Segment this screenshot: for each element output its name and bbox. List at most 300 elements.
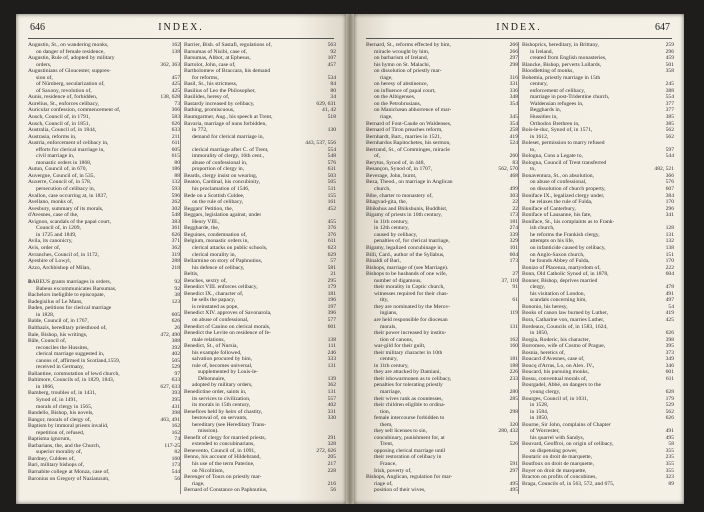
entry-pages: 333 xyxy=(327,356,336,363)
entry-pages: 316 xyxy=(509,74,518,81)
entry-term: riage, xyxy=(380,114,393,121)
entry-term: his visitation of London, xyxy=(530,290,586,297)
entry-pages: 362 xyxy=(327,382,336,389)
entry-pages: 131 xyxy=(665,231,674,238)
entry-term: Bloodletting of monks, xyxy=(522,68,574,75)
entry-term: Council of, in 1209, xyxy=(36,225,81,232)
entry-term: on dispensing power, xyxy=(530,447,578,454)
entry-term: Bernhardt, Bart., marries in 1521, xyxy=(366,133,442,140)
entry-pages: 591 xyxy=(509,461,518,467)
entry-term: Beggharde, the, xyxy=(184,225,220,232)
entry-term: Baumgartner, Aug., his speech at Trent, xyxy=(184,114,273,121)
entry-pages: 388 xyxy=(171,338,180,345)
entry-pages: 511 xyxy=(327,186,336,193)
entry-term: Autun, Council of, in 670, xyxy=(28,166,87,173)
entry-pages: 362 xyxy=(171,244,180,251)
entry-pages: 605 xyxy=(171,146,180,153)
entry-pages: 398 xyxy=(665,336,674,343)
entry-pages: 576 xyxy=(665,179,674,186)
entry-term: Augustinians of Gloucester, suppres- xyxy=(28,68,111,75)
entry-term: Boucard, his pursuing monks, xyxy=(522,369,589,376)
entry-pages: 495 xyxy=(509,487,518,494)
entry-term: in 1850, xyxy=(530,330,549,337)
entry-pages: 629, 631 xyxy=(316,100,336,107)
entry-term: Begghards in, xyxy=(530,107,562,114)
entry-pages: 425 xyxy=(171,81,180,88)
entry-term: Irish, poverty of, xyxy=(374,467,412,474)
entry-term: Bologna, Council of Trent transferred xyxy=(522,159,607,166)
entry-term: morals of clergy in 1565, xyxy=(36,403,93,410)
entry-term: Bigamy, legalized concubinage in, xyxy=(366,244,444,251)
entry-term: are held responsible for diocesan xyxy=(374,316,448,323)
entry-term: Trent, xyxy=(380,441,394,448)
entry-term: Aunis, residence of, forbidden, xyxy=(28,94,98,101)
entry-pages: 388 xyxy=(665,87,674,94)
entry-term: Bardney, Culdees of, xyxy=(28,455,75,462)
entry-term: Barnabite college at Monza, case of, xyxy=(28,469,110,475)
entry-pages: 362, 363 xyxy=(160,61,180,68)
entry-term: Bishoprics, hereditary, in Brittany, xyxy=(522,42,599,48)
entry-pages: 355 xyxy=(665,467,674,474)
entry-pages: 91 xyxy=(512,284,518,291)
entry-pages: 425 xyxy=(171,87,180,94)
entry-pages: 54 xyxy=(668,303,674,310)
entry-term: of Saxony, revolution of, xyxy=(36,87,92,94)
entry-term: Beaton, Cardinal, his concubinity, xyxy=(184,179,261,186)
entry-pages: 235 xyxy=(665,454,674,461)
entry-pages: 459 xyxy=(665,55,674,62)
entry-term: demand for clerical marriage in, xyxy=(192,133,264,140)
entry-term: his defence of celibacy, xyxy=(192,264,245,271)
entry-term: ish church, xyxy=(530,225,555,232)
entry-term: their children eligible to ordina- xyxy=(374,402,446,409)
entry-pages: 503 xyxy=(327,172,336,179)
entry-pages: 319 xyxy=(171,251,180,258)
entry-term: Braga, Councils of, in 563, 572, and 675, xyxy=(522,480,615,487)
entry-pages: 138, 628 xyxy=(160,94,180,101)
entry-term: Bibe, charter to monastery of, xyxy=(366,192,433,199)
entry-term: on the Albigenses, xyxy=(374,94,416,101)
entry-term: Bartholomew of Braccara, his demand xyxy=(184,68,271,75)
left-index-column-2 xyxy=(184,42,336,494)
entry-term: tion of canons, xyxy=(380,336,414,343)
entry-term: Belgium, monastic orders in, xyxy=(184,238,249,245)
entry-pages: 366 xyxy=(171,107,180,114)
entry-term: its services to civilization, xyxy=(192,395,251,402)
entry-term: Auvergne, Council of, in 535, xyxy=(28,172,95,179)
entry-term: on dissolution of priestly mar- xyxy=(374,68,442,75)
entry-pages: 82 xyxy=(174,449,180,456)
right-page-title: INDEX. xyxy=(496,22,542,33)
entry-pages: 597 xyxy=(665,146,674,153)
entry-pages: 377 xyxy=(665,100,674,107)
entry-pages: 21 xyxy=(330,271,336,278)
entry-term: in 12th century, xyxy=(374,225,409,232)
entry-term: is reinstated as pope, xyxy=(192,303,239,310)
entry-pages: 452 xyxy=(327,205,336,212)
entry-pages: 529 xyxy=(171,364,180,371)
entry-term: Boniface IX., legalized clergy under, xyxy=(522,192,605,199)
entry-pages: 554 xyxy=(327,146,336,153)
entry-pages: 395 xyxy=(171,396,180,403)
entry-pages: 226 xyxy=(509,369,518,376)
entry-term: immorality of clergy, 16th cent., xyxy=(192,153,265,160)
entry-pages: 626 xyxy=(171,318,180,325)
entry-term: Benedict VIII. enforces celibacy, xyxy=(184,284,258,291)
entry-term: Bamberg, troubles of, in 1431, xyxy=(28,390,97,397)
entry-pages: 425 xyxy=(665,316,674,323)
entry-term: Basil, St., his strictness, xyxy=(184,81,238,88)
entry-term: he reforms the Frankish clergy, xyxy=(530,231,600,238)
entry-term: on abuse of confessional, xyxy=(192,316,249,323)
entry-pages: 302 xyxy=(171,205,180,212)
entry-pages: 355 xyxy=(665,447,674,454)
entry-pages: 581 xyxy=(327,264,336,271)
entry-term: Bois-le-duc, Synod of, in 1571, xyxy=(522,127,593,134)
entry-pages: 218 xyxy=(171,264,180,271)
entry-pages: 491 xyxy=(665,290,674,297)
entry-pages: 173 xyxy=(509,258,518,265)
entry-pages: 330 xyxy=(327,415,336,422)
right-page-number: 647 xyxy=(655,22,670,33)
entry-term: Baronius on Gregory of Nazianzum, xyxy=(28,475,110,482)
entry-pages: 627, 633 xyxy=(160,383,180,390)
entry-pages: 341 xyxy=(665,212,674,219)
entry-term: Henry VIII., xyxy=(192,218,220,225)
entry-term: clerical morality in, xyxy=(192,251,236,258)
entry-term: they are attacked by Damiani, xyxy=(374,369,441,376)
entry-term: miracle wrought by him, xyxy=(374,48,430,55)
entry-term: mission). xyxy=(198,428,219,435)
entry-pages: 354 xyxy=(509,100,518,107)
entry-term: Benedict IX., character of, xyxy=(184,290,244,297)
entry-term: on abuse of confessional, xyxy=(530,179,587,186)
entry-pages: 393 xyxy=(171,390,180,397)
entry-pages: 431 xyxy=(171,403,180,410)
entry-pages: 497 xyxy=(665,297,674,304)
entry-pages: 92 xyxy=(330,48,336,55)
entry-term: clergy, xyxy=(530,284,545,291)
entry-term: on Manichæan abhorrence of mar- xyxy=(374,107,452,114)
entry-term: their morality in Coptic church, xyxy=(374,284,445,291)
entry-term: Balthazis, hereditary priesthood of, xyxy=(28,324,107,331)
entry-term: to, xyxy=(530,146,536,153)
entry-pages: 499 xyxy=(509,186,518,193)
entry-pages: 384 xyxy=(665,192,674,199)
entry-pages: 563 xyxy=(327,42,336,48)
entry-pages: 179 xyxy=(665,395,674,402)
entry-pages: 505 xyxy=(327,179,336,186)
entry-pages: 298 xyxy=(509,408,518,415)
entry-term: opposing clerical marriage until xyxy=(374,447,446,454)
entry-term: penalties for tolerating priestly xyxy=(374,382,443,389)
entry-term: century, xyxy=(530,81,548,88)
entry-pages: 228 xyxy=(327,467,336,474)
entry-pages: 162 xyxy=(509,336,518,343)
entry-pages: 181 xyxy=(327,290,336,297)
entry-term: sion of, xyxy=(36,74,53,81)
entry-pages: 328 xyxy=(327,441,336,448)
entry-pages: 548 xyxy=(171,212,180,219)
entry-pages: 455 xyxy=(327,218,336,225)
left-page-header xyxy=(16,22,346,36)
entry-term: efforts for clerical marriage in, xyxy=(36,146,105,153)
entry-pages: 371 xyxy=(171,238,180,245)
entry-term: Berytus, Synod of, in 448, xyxy=(366,159,425,166)
entry-pages: 161 xyxy=(327,199,336,206)
entry-pages: 605 xyxy=(171,311,180,318)
entry-pages: 181 xyxy=(509,218,518,225)
entry-pages: 84 xyxy=(330,81,336,88)
entry-pages: 633 xyxy=(171,127,180,134)
entry-term: penalties of, for clerical marriage, xyxy=(374,238,450,245)
entry-term: Benevento, Council of, in 1091, xyxy=(184,447,256,454)
entry-term: his use of the term Paterine, xyxy=(192,461,255,467)
entry-pages: 170 xyxy=(665,258,674,265)
entry-pages: 377 xyxy=(665,107,674,114)
entry-term: Bale, Bishop, his writings, xyxy=(28,331,88,338)
entry-pages: 123 xyxy=(171,298,180,305)
entry-pages: 138 xyxy=(171,48,180,55)
entry-pages: 628 xyxy=(665,388,674,395)
entry-term: Benedictine order, saints in, xyxy=(184,388,247,395)
entry-term: in 1866, xyxy=(36,383,55,390)
entry-term: Boutfoux on droit de marquette, xyxy=(522,461,594,467)
entry-pages: 385 xyxy=(665,114,674,121)
entry-pages: 83 xyxy=(512,159,518,166)
entry-pages: 288 xyxy=(171,258,180,265)
index-entry xyxy=(522,481,674,488)
entry-term: Barsumas of Nisibi, case of, xyxy=(184,48,248,55)
entry-pages: 419 xyxy=(665,310,674,317)
entry-term: Bonaventura, St., on absolution, xyxy=(522,172,594,179)
entry-term: Benefices held by heirs of chastity, xyxy=(184,408,263,415)
right-header-rule xyxy=(366,38,672,39)
entry-pages: 355 xyxy=(665,461,674,467)
left-column-separator xyxy=(180,42,181,494)
entry-pages: 376 xyxy=(327,231,336,238)
entry-pages: 402 xyxy=(327,402,336,409)
entry-term: Books of canon law burned by Luther, xyxy=(522,310,608,317)
entry-term: Beverage, John, burnt, xyxy=(366,172,417,179)
entry-pages: 260 xyxy=(509,153,518,160)
entry-term: Bartolot, John, case of, xyxy=(184,61,236,68)
entry-term: riage, xyxy=(192,480,205,487)
entry-term: Bohemia, priestly marriage in 15th xyxy=(522,74,601,81)
entry-term: abuse of confessional in, xyxy=(192,159,248,166)
entry-pages: 246 xyxy=(327,349,336,356)
entry-pages: 331 xyxy=(509,81,518,88)
entry-term: proportion of clergy in, xyxy=(192,166,245,173)
entry-pages: 443, 537, 556 xyxy=(305,140,336,147)
entry-pages: 554 xyxy=(665,94,674,101)
left-page-title: INDEX. xyxy=(158,22,204,33)
entry-term: in Ireland, xyxy=(530,48,553,55)
entry-pages: 358 xyxy=(665,68,674,75)
entry-term: on infanticide caused by celibacy, xyxy=(530,244,606,251)
entry-pages: 41, 42 xyxy=(322,107,336,114)
entry-term: his hymn on St. Malachi, xyxy=(374,61,431,68)
entry-term: superior morality of, xyxy=(36,449,83,456)
entry-term: century, xyxy=(380,356,398,363)
entry-term: in 1850, xyxy=(530,415,549,422)
entry-pages: 626 xyxy=(665,330,674,337)
entry-term: Baptisma ignorum, xyxy=(28,436,71,443)
entry-pages: 297 xyxy=(509,467,518,474)
entry-term: Beggars, legislation against, under xyxy=(184,212,262,219)
entry-pages: 626 xyxy=(665,415,674,422)
entry-term: Orthodox Brethren in, xyxy=(530,120,580,127)
entry-term: Baptism by immoral priests invalid, xyxy=(28,423,109,430)
entry-pages: 151 xyxy=(665,251,674,258)
entry-term: d'Avesnes, case of the, xyxy=(28,212,79,219)
entry-pages: 557 xyxy=(327,395,336,402)
entry-term: he sells the papacy, xyxy=(192,297,236,304)
entry-term: Bari, military bishops of, xyxy=(28,462,85,469)
entry-pages: 37, 110 xyxy=(501,277,518,284)
entry-term: Azzo, Archbishop of Milan, xyxy=(28,264,91,271)
entry-pages: 217 xyxy=(327,461,336,467)
entry-pages: 472, 490 xyxy=(160,331,180,338)
entry-pages: 61 xyxy=(512,297,518,304)
entry-term: Borromeo, wife of Cosmo of Prague, xyxy=(522,343,606,350)
entry-pages: 534 xyxy=(327,74,336,81)
entry-term: Waldensian refugees in, xyxy=(530,100,584,107)
entry-pages: 211 xyxy=(171,133,180,140)
entry-pages: 544 xyxy=(665,153,674,160)
entry-pages: 303 xyxy=(509,192,518,199)
entry-term: Beguines, condemnation of, xyxy=(184,231,247,238)
entry-term: Augustin, St., on wandering monks, xyxy=(28,42,109,48)
entry-term: Bâle, Council of, xyxy=(28,338,67,345)
entry-pages: 336 xyxy=(509,87,518,94)
entry-term: young clergy, xyxy=(530,388,561,395)
entry-pages: 518 xyxy=(327,114,336,121)
entry-term: Basilius of Leo the Philosopher, xyxy=(184,87,256,94)
entry-term: received in Germany, xyxy=(36,364,84,371)
entry-term: on dissolution of church property, xyxy=(530,186,606,193)
entry-pages: 186 xyxy=(171,166,180,173)
entry-pages: 89 xyxy=(668,480,674,487)
entry-term: clerical marriage suggested in, xyxy=(36,351,105,358)
entry-term: Bishops, marriage of (see Marriage). xyxy=(366,264,449,271)
entry-term: Avis, order of, xyxy=(28,244,61,251)
entry-pages: 373 xyxy=(665,349,674,356)
entry-term: Blancke, Bishop, perverts Lollards, xyxy=(522,61,602,68)
entry-pages: 495 xyxy=(509,480,518,487)
entry-pages: 259 xyxy=(665,42,674,48)
entry-pages: 376 xyxy=(327,225,336,232)
entry-term: Beards, clergy insist on wearing, xyxy=(184,172,258,179)
entry-term: their power increased by institu- xyxy=(374,330,447,337)
entry-term: Balde, Council of, in 1767, xyxy=(28,318,89,325)
entry-pages: 331 xyxy=(327,408,336,415)
entry-term: Bernard of Font-Caude on Waldenses, xyxy=(366,120,452,127)
entry-term: clerical attacks on public schools, xyxy=(192,244,268,251)
entry-term: riage, xyxy=(380,74,393,81)
book-gutter xyxy=(346,14,354,504)
entry-pages: 457 xyxy=(171,74,180,81)
entry-pages: 88 xyxy=(174,172,180,179)
right-page-header xyxy=(354,22,684,36)
entry-pages: 562 xyxy=(665,408,674,415)
entry-term: Beltis, xyxy=(184,271,199,278)
entry-term: marriage in post-Tridentine church, xyxy=(530,94,610,101)
entry-term: Bishops to be husbands of one wife, xyxy=(366,271,447,278)
entry-term: Boleset, permission to marry refused xyxy=(522,140,605,147)
entry-term: Bracton on profits of concubines, xyxy=(522,474,597,481)
entry-pages: 181 xyxy=(509,356,518,363)
entry-term: Bernard, St., reforms effected by him, xyxy=(366,42,451,48)
entry-term: church, xyxy=(374,186,391,193)
entry-pages: 495 xyxy=(665,434,674,441)
right-index-column-2 xyxy=(522,42,674,487)
entry-term: on danger of female residence, xyxy=(36,48,105,55)
entry-pages: 298 xyxy=(509,61,518,68)
entry-term: Boniface, St., his complaints as to Frank- xyxy=(522,218,615,225)
entry-pages: 596 xyxy=(171,192,180,199)
entry-pages: 280 xyxy=(509,388,518,395)
entry-pages: 138 xyxy=(665,244,674,251)
entry-term: Bernard of Constance on Paphnutius, xyxy=(184,487,268,494)
entry-pages: 56 xyxy=(174,475,180,482)
entry-term: on influence of papal court, xyxy=(374,87,436,94)
entry-term: Borgia, Roderic, his character, xyxy=(522,336,591,343)
entry-term: number of digamous, xyxy=(374,277,422,284)
entry-term: Besançon, Synod of, in 1707, xyxy=(366,166,433,173)
entry-term: Baltimore, Councils of, in 1829, 1843, xyxy=(28,377,115,384)
entry-pages: 529 xyxy=(665,402,674,409)
entry-term: their restoration of celibacy in xyxy=(374,454,442,461)
entry-pages: 285 xyxy=(509,395,518,402)
entry-term: Boucard d'Avesnes, case of, xyxy=(522,356,585,363)
entry-term: Bhagvad-gita, the, xyxy=(366,199,408,206)
entry-term: Barrier, Bish. of Sastafi, regulations of, xyxy=(184,42,272,48)
entry-pages: 266 xyxy=(509,48,518,55)
entry-pages: 38 xyxy=(174,292,180,299)
entry-term: attempts on his life, xyxy=(530,238,575,245)
entry-term: in 1725 and 1849, xyxy=(36,231,77,238)
entry-pages: 73 xyxy=(174,100,180,107)
entry-pages: 27 xyxy=(512,271,518,278)
entry-pages: 188 xyxy=(509,362,518,369)
entry-term: in 1528, xyxy=(530,402,549,409)
entry-pages: 385 xyxy=(665,120,674,127)
entry-pages: 117-25 xyxy=(164,442,180,449)
entry-term: Australia, Council of, in 1844, xyxy=(28,127,97,134)
entry-term: Avallon, case occurring at, in 1837, xyxy=(28,192,108,199)
entry-term: Bologna, Cons a Legate to, xyxy=(522,153,583,160)
entry-term: female intercourse forbidden to xyxy=(374,415,445,422)
entry-pages: 162 xyxy=(171,429,180,436)
entry-pages: 22 xyxy=(512,205,518,212)
entry-pages: 173 xyxy=(509,212,518,219)
left-index-column-1 xyxy=(28,42,180,482)
entry-term: BABEUS grants marriages in orders, xyxy=(28,279,112,286)
entry-pages: 205 xyxy=(327,454,336,461)
entry-term: orders, xyxy=(36,61,52,68)
entry-term: Augustin, Rule of, adopted by military xyxy=(28,55,115,62)
entry-pages: 633 xyxy=(171,377,180,384)
entry-term: Baden, petitions for clerical marriage xyxy=(28,305,112,312)
entry-pages: 111 xyxy=(328,343,336,350)
entry-term: Bishops, Anglican, regulation for mar- xyxy=(366,474,453,481)
entry-pages: 222 xyxy=(665,264,674,271)
entry-term: on the rule of celibacy, xyxy=(192,199,244,206)
entry-term: bestowal of, on servants, xyxy=(192,415,248,422)
entry-term: Benches, sextry of, xyxy=(184,277,227,284)
entry-term: clerical marriage after C. of Trent, xyxy=(192,146,269,153)
